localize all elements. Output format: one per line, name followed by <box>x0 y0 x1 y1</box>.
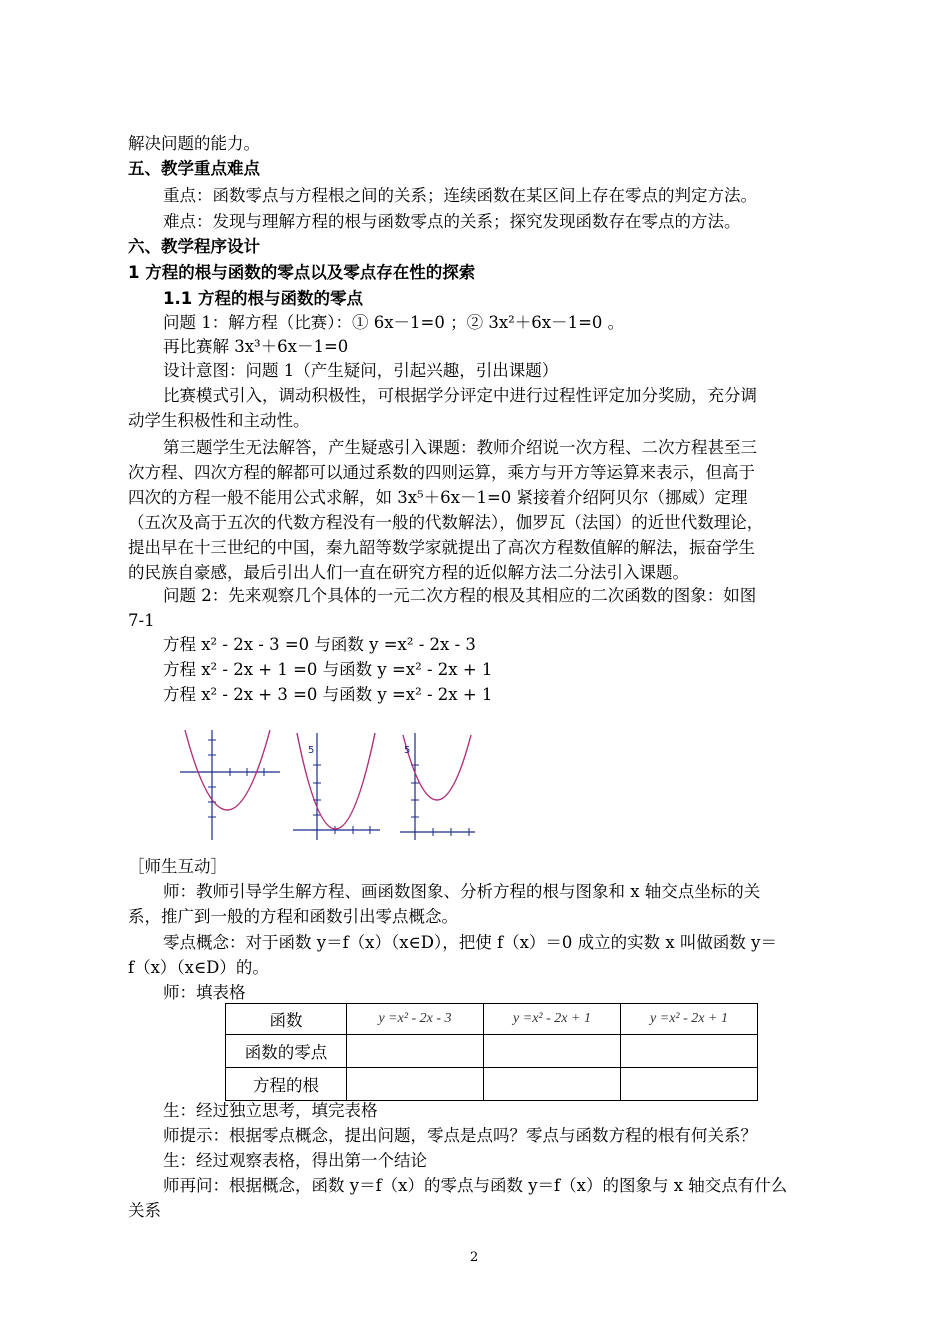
parabola-graphs-figure <box>175 725 495 845</box>
table-header-cell: y =x² - 2x + 1 <box>621 1004 758 1035</box>
paragraph-line: 四次的方程一般不能用公式求解，如 3x⁵＋6x－1=0 紧接着介绍阿贝尔（挪威）定理 <box>128 488 748 507</box>
subsection-heading-1: 1 方程的根与函数的零点以及零点存在性的探索 <box>128 263 476 282</box>
question-2: 问题 2：先来观察几个具体的一元二次方程的根及其相应的二次函数的图象：如图 <box>163 586 757 605</box>
student-response: 生：经过独立思考，填完表格 <box>163 1101 378 1120</box>
paragraph-line: 师：教师引导学生解方程、画函数图象、分析方程的根与图象和 x 轴交点坐标的关 <box>163 882 761 901</box>
question-1: 问题 1：解方程（比赛）：① 6x－1=0 ；② 3x²＋6x－1=0 。 <box>163 313 625 332</box>
key-point: 重点：函数零点与方程根之间的关系；连续函数在某区间上存在零点的判定方法。 <box>163 186 757 205</box>
table-header-cell: y =x² - 2x + 1 <box>484 1004 621 1035</box>
graph-3 <box>400 733 475 840</box>
subsection-heading-1-1: 1.1 方程的根与函数的零点 <box>163 289 363 308</box>
graph-3-curve <box>403 735 471 800</box>
table-cell-empty <box>621 1035 758 1068</box>
table-row-label: 函数的零点 <box>226 1035 347 1068</box>
text-line: 解决问题的能力。 <box>128 134 260 153</box>
equation-line-1: 方程 x² - 2x - 3 =0 与函数 y =x² - 2x - 3 <box>163 635 476 654</box>
teacher-hint: 师提示：根据零点概念，提出问题，零点是点吗？零点与函数方程的根有何关系？ <box>163 1126 757 1145</box>
table-cell-empty <box>621 1068 758 1101</box>
paragraph-line: 提出早在十三世纪的中国，秦九韶等数学家就提出了高次方程数值解的解法，振奋学生 <box>128 538 755 557</box>
paragraph-line: 次方程、四次方程的解都可以通过系数的四则运算，乘方与开方等运算来表示，但高于 <box>128 463 755 482</box>
table-cell-empty <box>347 1035 484 1068</box>
graph-2-tick-label: 5 <box>308 745 315 756</box>
paragraph-line: 比赛模式引入，调动积极性，可根据学分评定中进行过程性评定加分奖励，充分调 <box>163 386 757 405</box>
interaction-label: ［师生互动］ <box>128 857 227 876</box>
paragraph-line: 第三题学生无法解答，产生疑惑引入课题：教师介绍说一次方程、二次方程甚至三 <box>163 438 757 457</box>
graph-1-curve <box>185 730 270 810</box>
figure-reference: 7-1 <box>128 611 155 630</box>
paragraph-line: （五次及高于五次的代数方程没有一般的代数解法），伽罗瓦（法国）的近世代数理论， <box>128 513 764 532</box>
section-heading-5: 五、教学重点难点 <box>128 159 260 178</box>
table-row-label: 方程的根 <box>226 1068 347 1101</box>
table-header-row <box>226 1004 758 1035</box>
table-cell-empty <box>484 1068 621 1101</box>
fill-table-instruction: 师：填表格 <box>163 983 246 1002</box>
table-cell-empty <box>484 1035 621 1068</box>
student-response: 生：经过观察表格，得出第一个结论 <box>163 1151 427 1170</box>
table-header-cell: 函数 <box>226 1004 347 1035</box>
graph-1 <box>180 730 280 840</box>
table-header-cell: y =x² - 2x - 3 <box>347 1004 484 1035</box>
graph-3-tick-label: 5 <box>404 745 411 756</box>
fill-in-table <box>225 1003 758 1101</box>
table-cell-empty <box>347 1068 484 1101</box>
difficult-point: 难点：发现与理解方程的根与函数零点的关系；探究发现函数存在零点的方法。 <box>163 212 741 231</box>
equation-line-2: 方程 x² - 2x + 1 =0 与函数 y =x² - 2x + 1 <box>163 660 493 679</box>
paragraph-line: 的民族自豪感，最后引出人们一直在研究方程的近似解方法二分法引入课题。 <box>128 563 689 582</box>
graph-2 <box>293 733 380 840</box>
teacher-question: 师再问：根据概念，函数 y＝f（x）的零点与函数 y＝f（x）的图象与 x 轴交点有什么 <box>163 1176 788 1195</box>
section-heading-6: 六、教学程序设计 <box>128 237 260 256</box>
paragraph-line: 动学生积极性和主动性。 <box>128 411 310 430</box>
design-intent: 设计意图：问题 1（产生疑问，引起兴趣，引出课题） <box>163 361 559 380</box>
question-1-extra: 再比赛解 3x³＋6x－1=0 <box>163 337 349 356</box>
page-number: 2 <box>470 1250 479 1265</box>
equation-line-3: 方程 x² - 2x + 3 =0 与函数 y =x² - 2x + 1 <box>163 685 493 704</box>
table-row <box>226 1035 758 1068</box>
paragraph-line: 系，推广到一般的方程和函数引出零点概念。 <box>128 907 458 926</box>
zero-point-concept-cont: f（x）（x∈D）的。 <box>128 958 269 977</box>
teacher-question-cont: 关系 <box>128 1201 161 1220</box>
table-row <box>226 1068 758 1101</box>
zero-point-concept: 零点概念：对于函数 y＝f（x）（x∈D），把使 f（x）＝0 成立的实数 x 叫做函数 y＝ <box>163 933 777 952</box>
